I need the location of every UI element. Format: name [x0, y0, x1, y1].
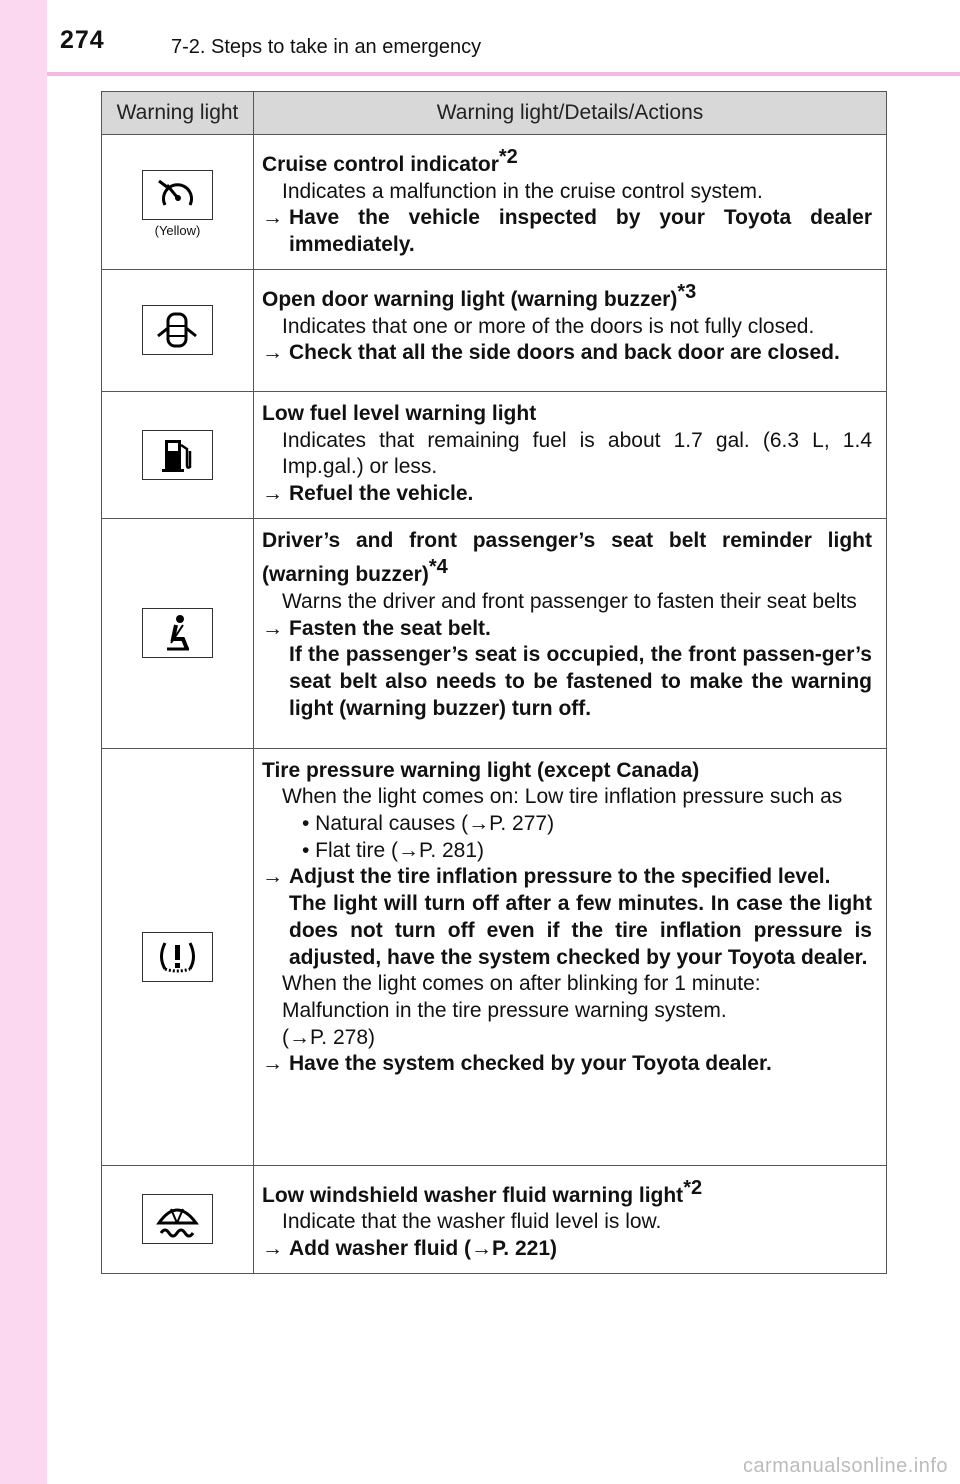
page-number: 274 — [60, 26, 105, 54]
open-door-icon — [142, 305, 213, 355]
icon-caption: (Yellow) — [154, 222, 201, 238]
arrow-icon: → — [262, 1237, 283, 1261]
row-action: Adjust the tire inflation pressure to the specified level. — [289, 865, 831, 889]
fuel-pump-icon — [142, 430, 213, 480]
description-cell — [254, 391, 887, 518]
list-item: • Flat tire (→P. 281) — [302, 838, 485, 862]
icon-cell — [102, 518, 254, 748]
arrow-icon: → — [262, 481, 283, 505]
row-action: Add washer fluid (→P. 221) — [289, 1237, 558, 1261]
arrow-icon: → — [262, 1052, 283, 1076]
row-detail: Indicates that remaining fuel is about 1.7 gal. (6.3 L, 1.4 Imp.gal.) or less. — [282, 428, 872, 479]
table-header-row — [102, 92, 887, 135]
col-header-details: Warning light/Details/Actions — [254, 92, 887, 135]
row-action: Check that all the side doors and back door are closed. — [289, 341, 840, 365]
arrow-icon: → — [262, 616, 283, 640]
row-action: Fasten the seat belt. — [289, 616, 491, 640]
row-title: Cruise control indicator — [262, 153, 499, 176]
row-action: Refuel the vehicle. — [289, 481, 474, 505]
row-detail: Warns the driver and front passenger to fasten their seat belts — [282, 590, 857, 614]
arrow-icon: → — [262, 865, 283, 889]
icon-cell — [102, 748, 254, 1165]
table-row — [102, 269, 887, 391]
row-note: The light will turn off after a few minutes. In case the light does not turn off even if the tire inflation pressure is adjusted, have the system checked by your Toyota dealer. — [289, 892, 872, 969]
table-row — [102, 135, 887, 270]
description-cell — [254, 748, 887, 1165]
row-title: Low fuel level warning light — [262, 401, 537, 425]
warning-light-table — [101, 91, 887, 1274]
footnote-mark: *4 — [428, 556, 448, 579]
section-title: 7-2. Steps to take in an emergency — [171, 36, 482, 58]
footnote-mark: *3 — [677, 280, 697, 303]
table-row — [102, 1165, 887, 1273]
row-action-2: Have the system checked by your Toyota dealer. — [289, 1052, 772, 1076]
washer-fluid-icon — [142, 1194, 213, 1244]
speedometer-icon — [142, 170, 213, 220]
row-title: Open door warning light (warning buzzer) — [262, 287, 678, 311]
row-action: Have the vehicle inspected by your Toyota dealer immediately. — [289, 206, 872, 257]
description-cell — [254, 269, 887, 391]
icon-cell — [102, 391, 254, 518]
table-row — [102, 518, 887, 748]
row-detail: Indicates a malfunction in the cruise control system. — [282, 179, 763, 203]
row-detail-4: (→P. 278) — [282, 1025, 375, 1049]
icon-cell — [102, 269, 254, 391]
footnote-mark: *2 — [498, 146, 518, 168]
header-rule — [47, 72, 960, 76]
arrow-icon: → — [262, 206, 283, 230]
row-detail: Indicate that the washer fluid level is low. — [282, 1210, 662, 1234]
row-note: If the passenger’s seat is occupied, the front passen-ger’s seat belt also needs to be fastened to make the warning light (warning buzzer) turn off. — [289, 643, 872, 720]
icon-cell — [102, 135, 254, 270]
row-detail-3: Malfunction in the tire pressure warning system. — [282, 998, 727, 1022]
row-detail: When the light comes on: Low tire inflation pressure such as — [282, 785, 843, 809]
watermark: carmanualsonline.info — [742, 1455, 948, 1477]
description-cell — [254, 1165, 887, 1273]
table-row — [102, 748, 887, 1165]
table-row — [102, 391, 887, 518]
row-title: Driver’s and front passenger’s seat belt reminder light (warning buzzer) — [262, 528, 872, 587]
row-title: Low windshield washer fluid warning light — [262, 1183, 684, 1207]
tire-pressure-icon — [142, 932, 213, 982]
side-color-strip — [0, 0, 47, 1484]
seat-belt-icon — [142, 608, 213, 658]
row-detail-2: When the light comes on after blinking for 1 minute: — [282, 972, 761, 996]
row-detail: Indicates that one or more of the doors is not fully closed. — [282, 314, 815, 338]
footnote-mark: *2 — [683, 1176, 703, 1199]
row-title: Tire pressure warning light (except Canada) — [262, 758, 700, 782]
arrow-icon: → — [262, 341, 283, 365]
description-cell — [254, 135, 887, 270]
list-item: • Natural causes (→P. 277) — [302, 812, 555, 836]
description-cell — [254, 518, 887, 748]
icon-cell — [102, 1165, 254, 1273]
col-header-warning-light: Warning light — [102, 92, 254, 135]
